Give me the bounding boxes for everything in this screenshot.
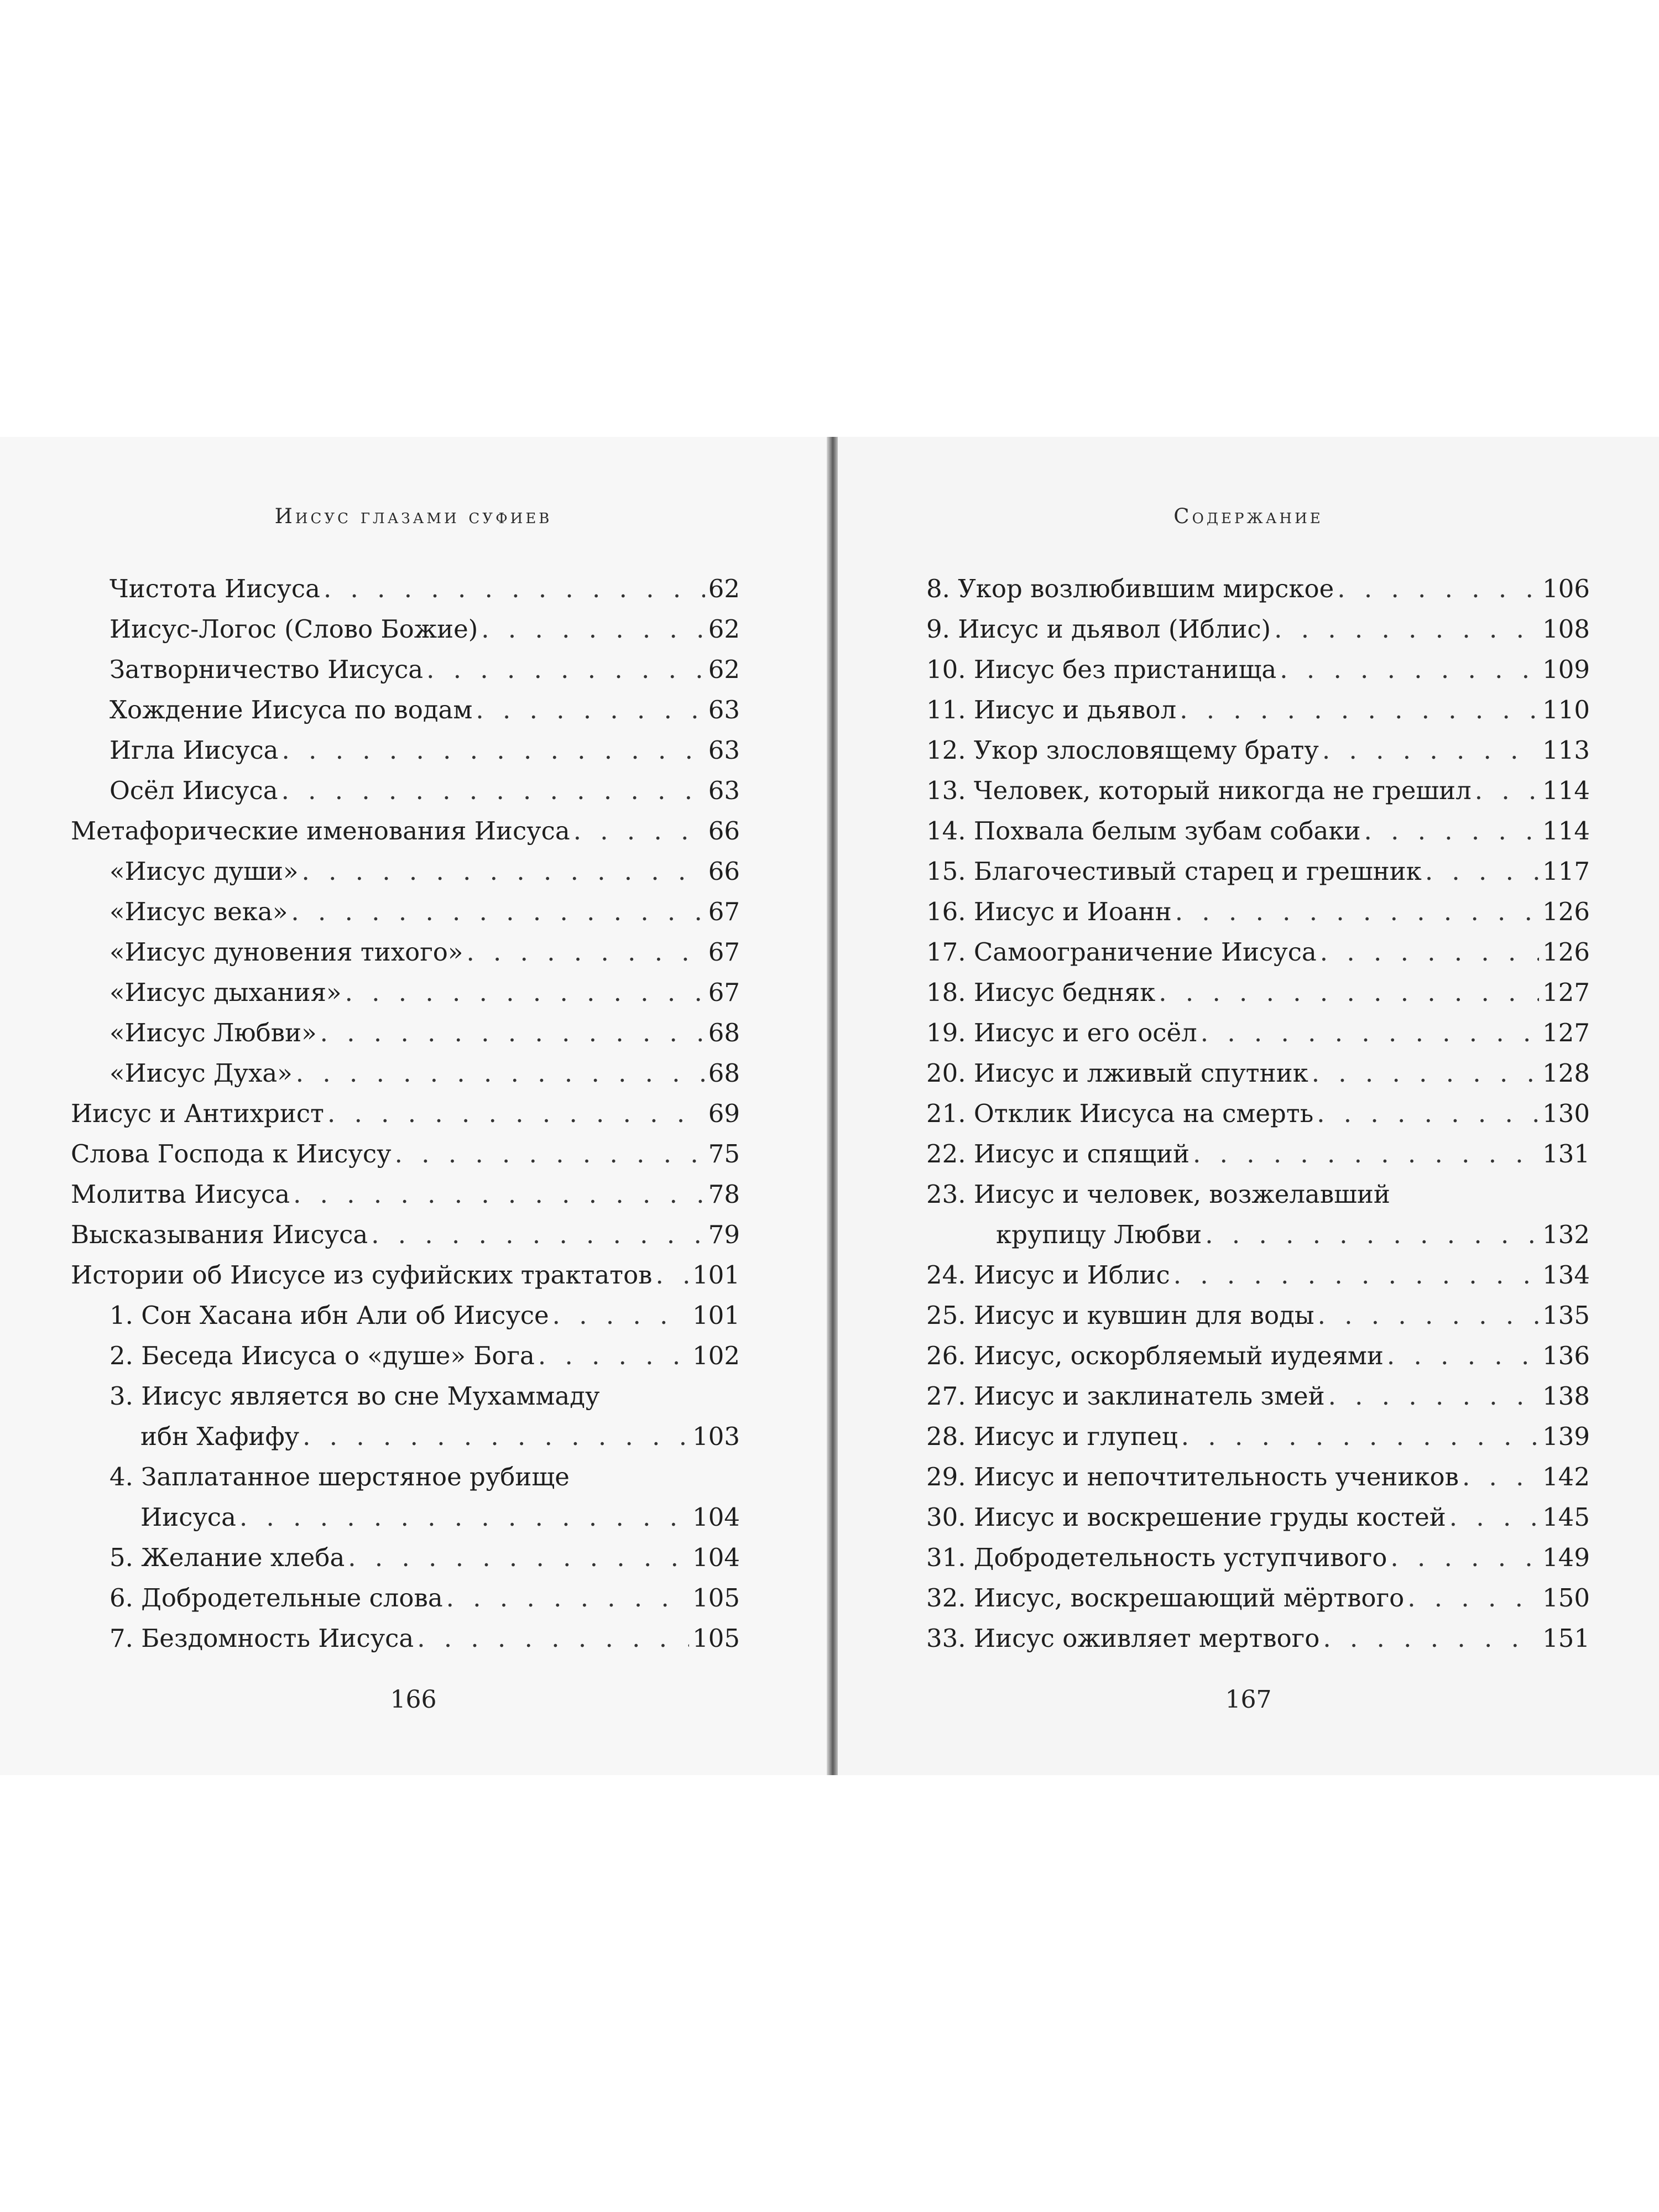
toc-entry-title: ибн Хафифу (140, 1422, 300, 1451)
dot-leader (302, 851, 705, 891)
dot-leader (481, 609, 705, 649)
toc-entry (926, 972, 1590, 1013)
toc-entry-title: Истории об Иисусе из суфийских трактатов (71, 1260, 653, 1290)
dot-leader (296, 1053, 705, 1093)
toc-entry (71, 811, 740, 851)
toc-entry-page: 101 (692, 1301, 740, 1330)
toc-entry-title: 27. Иисус и заклинатель змей (926, 1381, 1325, 1411)
toc-entry-title: 30. Иисус и воскрешение груды костей (926, 1503, 1446, 1532)
toc-entry-title: 11. Иисус и дьявол (926, 695, 1177, 724)
toc-entry-title: Слова Господа к Иисусу (71, 1139, 392, 1168)
toc-entry (926, 770, 1590, 811)
toc-entry (71, 891, 740, 932)
dot-leader (1159, 972, 1539, 1013)
dot-leader (426, 649, 705, 690)
toc-entry (926, 932, 1590, 972)
dot-leader (320, 1013, 705, 1053)
dot-leader (348, 1537, 689, 1578)
dot-leader (1449, 1497, 1539, 1537)
table-of-contents (71, 568, 740, 1658)
toc-entry (71, 1578, 740, 1618)
toc-entry-title: 15. Благочестивый старец и грешник (926, 857, 1422, 886)
toc-entry-page: 75 (708, 1139, 740, 1168)
toc-entry (71, 851, 740, 891)
toc-entry-page: 104 (692, 1503, 740, 1532)
toc-entry-page: 69 (708, 1099, 740, 1128)
toc-entry-page: 117 (1542, 857, 1590, 886)
toc-entry-title: Хождение Иисуса по водам (109, 695, 473, 724)
dot-leader (345, 972, 705, 1013)
toc-entry (926, 1013, 1590, 1053)
dot-leader (371, 1214, 705, 1255)
toc-entry (926, 1497, 1590, 1537)
dot-leader (573, 811, 705, 851)
left-page (0, 437, 827, 1775)
toc-entry (926, 1578, 1590, 1618)
toc-entry-page: 67 (708, 978, 740, 1007)
toc-entry-page: 105 (692, 1624, 740, 1653)
toc-entry (71, 1174, 740, 1214)
dot-leader (324, 568, 705, 609)
toc-entry-page: 142 (1542, 1462, 1590, 1491)
toc-entry-page: 101 (692, 1260, 740, 1290)
toc-entry (71, 1457, 740, 1497)
toc-entry-title: Высказывания Иисуса (71, 1220, 368, 1249)
dot-leader (302, 1416, 689, 1457)
toc-entry (926, 1214, 1590, 1255)
dot-leader (1322, 730, 1539, 770)
toc-entry-page: 62 (708, 614, 740, 644)
toc-entry-title: 3. Иисус является во сне Мухаммаду (109, 1381, 600, 1411)
toc-entry-title: 9. Иисус и дьявол (Иблис) (926, 614, 1271, 644)
toc-entry-page: 103 (692, 1422, 740, 1451)
dot-leader (1317, 1093, 1539, 1134)
toc-entry-title: 29. Иисус и непочтительность учеников (926, 1462, 1459, 1491)
dot-leader (291, 891, 705, 932)
toc-entry (926, 1618, 1590, 1658)
dot-leader (552, 1295, 689, 1335)
toc-entry-page: 110 (1542, 695, 1590, 724)
toc-entry-page: 130 (1542, 1099, 1590, 1128)
toc-entry-title: 18. Иисус бедняк (926, 978, 1156, 1007)
toc-entry-page: 132 (1542, 1220, 1590, 1249)
dot-leader (1180, 690, 1539, 730)
toc-entry (71, 1618, 740, 1658)
dot-leader (1312, 1053, 1539, 1093)
dot-leader (1407, 1578, 1539, 1618)
dot-leader (466, 932, 705, 972)
toc-entry-page: 149 (1542, 1543, 1590, 1572)
toc-entry-page: 113 (1542, 735, 1590, 765)
toc-entry-title: «Иисус Духа» (109, 1058, 293, 1088)
toc-entry-title: «Иисус дуновения тихого» (109, 937, 463, 967)
dot-leader (1387, 1335, 1539, 1376)
dot-leader (476, 690, 705, 730)
dot-leader (446, 1578, 689, 1618)
dot-leader (1173, 1255, 1539, 1295)
toc-entry (926, 568, 1590, 609)
toc-entry-title: 31. Добродетельность уступчивого (926, 1543, 1387, 1572)
page-number: 166 (390, 1686, 437, 1714)
toc-entry (926, 690, 1590, 730)
toc-entry-page: 102 (692, 1341, 740, 1370)
toc-entry (71, 770, 740, 811)
dot-leader (1181, 1416, 1539, 1457)
toc-entry (926, 609, 1590, 649)
toc-entry-title: 28. Иисус и глупец (926, 1422, 1178, 1451)
running-head: Иисус глазами суфиев (274, 504, 552, 528)
toc-entry (926, 1335, 1590, 1376)
toc-entry-page: 151 (1542, 1624, 1590, 1653)
toc-entry-title: 6. Добродетельные слова (109, 1583, 443, 1613)
dot-leader (538, 1335, 689, 1376)
toc-entry-page: 139 (1542, 1422, 1590, 1451)
dot-leader (1462, 1457, 1539, 1497)
toc-entry-title: 12. Укор злословящему брату (926, 735, 1319, 765)
book-gutter (827, 437, 838, 1775)
toc-entry-page: 78 (708, 1180, 740, 1209)
toc-entry-title: 33. Иисус оживляет мертвого (926, 1624, 1320, 1653)
toc-entry-page: 79 (708, 1220, 740, 1249)
toc-entry (926, 811, 1590, 851)
toc-entry (926, 1134, 1590, 1174)
toc-entry-title: Осёл Иисуса (109, 776, 278, 805)
toc-entry-page: 63 (708, 776, 740, 805)
toc-entry (71, 568, 740, 609)
toc-entry (71, 730, 740, 770)
toc-entry-title: Затворничество Иисуса (109, 655, 424, 684)
toc-entry-title: «Иисус Любви» (109, 1018, 317, 1047)
dot-leader (239, 1497, 689, 1537)
table-of-contents (926, 568, 1590, 1658)
right-page (838, 437, 1659, 1775)
toc-entry-title: 13. Человек, который никогда не грешил (926, 776, 1472, 805)
dot-leader (1201, 1013, 1539, 1053)
toc-entry-title: 21. Отклик Иисуса на смерть (926, 1099, 1314, 1128)
toc-entry (926, 649, 1590, 690)
toc-entry-page: 114 (1542, 776, 1590, 805)
toc-entry (926, 1093, 1590, 1134)
toc-entry-page: 105 (692, 1583, 740, 1613)
toc-entry (71, 1497, 740, 1537)
toc-entry (926, 851, 1590, 891)
toc-entry-page: 63 (708, 735, 740, 765)
dot-leader (656, 1255, 690, 1295)
toc-entry-page: 150 (1542, 1583, 1590, 1613)
toc-entry-page: 68 (708, 1018, 740, 1047)
toc-entry-page: 145 (1542, 1503, 1590, 1532)
toc-entry-page: 104 (692, 1543, 740, 1572)
toc-entry-title: Чистота Иисуса (109, 574, 320, 603)
toc-entry-title: 20. Иисус и лживый спутник (926, 1058, 1308, 1088)
toc-entry-title: Игла Иисуса (109, 735, 279, 765)
toc-entry (71, 609, 740, 649)
toc-entry-page: 135 (1542, 1301, 1590, 1330)
toc-entry-title: Иисуса (140, 1503, 236, 1532)
toc-entry-page: 67 (708, 897, 740, 926)
toc-entry-title: 14. Похвала белым зубам собаки (926, 816, 1361, 846)
toc-entry-page: 67 (708, 937, 740, 967)
toc-entry (71, 932, 740, 972)
dot-leader (281, 770, 705, 811)
dot-leader (1280, 649, 1539, 690)
toc-entry (926, 1457, 1590, 1497)
toc-entry-title: «Иисус дыхания» (109, 978, 342, 1007)
toc-entry (71, 1335, 740, 1376)
toc-entry-title: 2. Беседа Иисуса о «душе» Бога (109, 1341, 535, 1370)
toc-entry (926, 1416, 1590, 1457)
toc-entry-title: 16. Иисус и Иоанн (926, 897, 1172, 926)
toc-entry (926, 1295, 1590, 1335)
toc-entry (926, 1376, 1590, 1416)
toc-entry (71, 1053, 740, 1093)
toc-entry-page: 128 (1542, 1058, 1590, 1088)
toc-entry (926, 891, 1590, 932)
dot-leader (1318, 1295, 1540, 1335)
toc-entry-title: 5. Желание хлеба (109, 1543, 345, 1572)
toc-entry (71, 1255, 740, 1295)
dot-leader (1274, 609, 1539, 649)
toc-entry-title: 8. Укор возлюбившим мирское (926, 574, 1334, 603)
toc-entry-title: 25. Иисус и кувшин для воды (926, 1301, 1314, 1330)
toc-entry-page: 66 (708, 816, 740, 846)
dot-leader (1328, 1376, 1540, 1416)
page-number: 167 (1225, 1686, 1272, 1714)
toc-entry (71, 1376, 740, 1416)
toc-entry (71, 649, 740, 690)
toc-entry-page: 138 (1542, 1381, 1590, 1411)
toc-entry (926, 1537, 1590, 1578)
toc-entry-page: 136 (1542, 1341, 1590, 1370)
toc-entry (926, 1053, 1590, 1093)
toc-entry (71, 1093, 740, 1134)
dot-leader (395, 1134, 705, 1174)
toc-entry-title: Метафорические именования Иисуса (71, 816, 570, 846)
dot-leader (1364, 811, 1539, 851)
toc-entry-page: 68 (708, 1058, 740, 1088)
dot-leader (417, 1618, 689, 1658)
toc-entry-title: 24. Иисус и Иблис (926, 1260, 1170, 1290)
toc-entry-page: 108 (1542, 614, 1590, 644)
running-head: Содержание (1173, 504, 1323, 528)
dot-leader (1323, 1618, 1539, 1658)
toc-entry-page: 127 (1542, 978, 1590, 1007)
toc-entry-page: 109 (1542, 655, 1590, 684)
dot-leader (1175, 891, 1539, 932)
dot-leader (1475, 770, 1539, 811)
toc-entry-title: 4. Заплатанное шерстяное рубище (109, 1462, 570, 1491)
toc-entry (71, 1537, 740, 1578)
dot-leader (1425, 851, 1539, 891)
toc-entry-page: 62 (708, 574, 740, 603)
toc-entry-page: 106 (1542, 574, 1590, 603)
toc-entry-title: Молитва Иисуса (71, 1180, 290, 1209)
toc-entry-page: 66 (708, 857, 740, 886)
toc-entry-page: 134 (1542, 1260, 1590, 1290)
dot-leader (1320, 932, 1539, 972)
dot-leader (293, 1174, 705, 1214)
toc-entry-title: 17. Самоограничение Иисуса (926, 937, 1317, 967)
toc-entry-page: 114 (1542, 816, 1590, 846)
toc-entry-title: Иисус и Антихрист (71, 1099, 324, 1128)
toc-entry (71, 972, 740, 1013)
toc-entry-page: 126 (1542, 937, 1590, 967)
toc-entry-page: 131 (1542, 1139, 1590, 1168)
toc-entry-page: 62 (708, 655, 740, 684)
dot-leader (1205, 1214, 1539, 1255)
toc-entry-title: 1. Сон Хасана ибн Али об Иисусе (109, 1301, 549, 1330)
toc-entry-page: 127 (1542, 1018, 1590, 1047)
toc-entry-title: Иисус-Логос (Слово Божие) (109, 614, 478, 644)
toc-entry-title: 10. Иисус без пристанища (926, 655, 1277, 684)
toc-entry (71, 1416, 740, 1457)
toc-entry-title: 22. Иисус и спящий (926, 1139, 1190, 1168)
dot-leader (282, 730, 705, 770)
dot-leader (327, 1093, 705, 1134)
toc-entry (926, 1255, 1590, 1295)
toc-entry (926, 1174, 1590, 1214)
toc-entry (71, 1295, 740, 1335)
toc-entry-title: 26. Иисус, оскорбляемый иудеями (926, 1341, 1384, 1370)
toc-entry-title: «Иисус века» (109, 897, 288, 926)
toc-entry-title: 23. Иисус и человек, возжелавший (926, 1180, 1390, 1209)
toc-entry-title: крупицу Любви (996, 1220, 1202, 1249)
toc-entry-page: 63 (708, 695, 740, 724)
toc-entry (71, 1214, 740, 1255)
dot-leader (1193, 1134, 1539, 1174)
dot-leader (1390, 1537, 1539, 1578)
toc-entry-title: 19. Иисус и его осёл (926, 1018, 1197, 1047)
dot-leader (1337, 568, 1539, 609)
toc-entry (926, 730, 1590, 770)
toc-entry (71, 1013, 740, 1053)
toc-entry-title: 7. Бездомность Иисуса (109, 1624, 414, 1653)
toc-entry-title: 32. Иисус, воскрешающий мёртвого (926, 1583, 1405, 1613)
toc-entry-title: «Иисус души» (109, 857, 299, 886)
toc-entry-page: 126 (1542, 897, 1590, 926)
toc-entry (71, 690, 740, 730)
toc-entry (71, 1134, 740, 1174)
